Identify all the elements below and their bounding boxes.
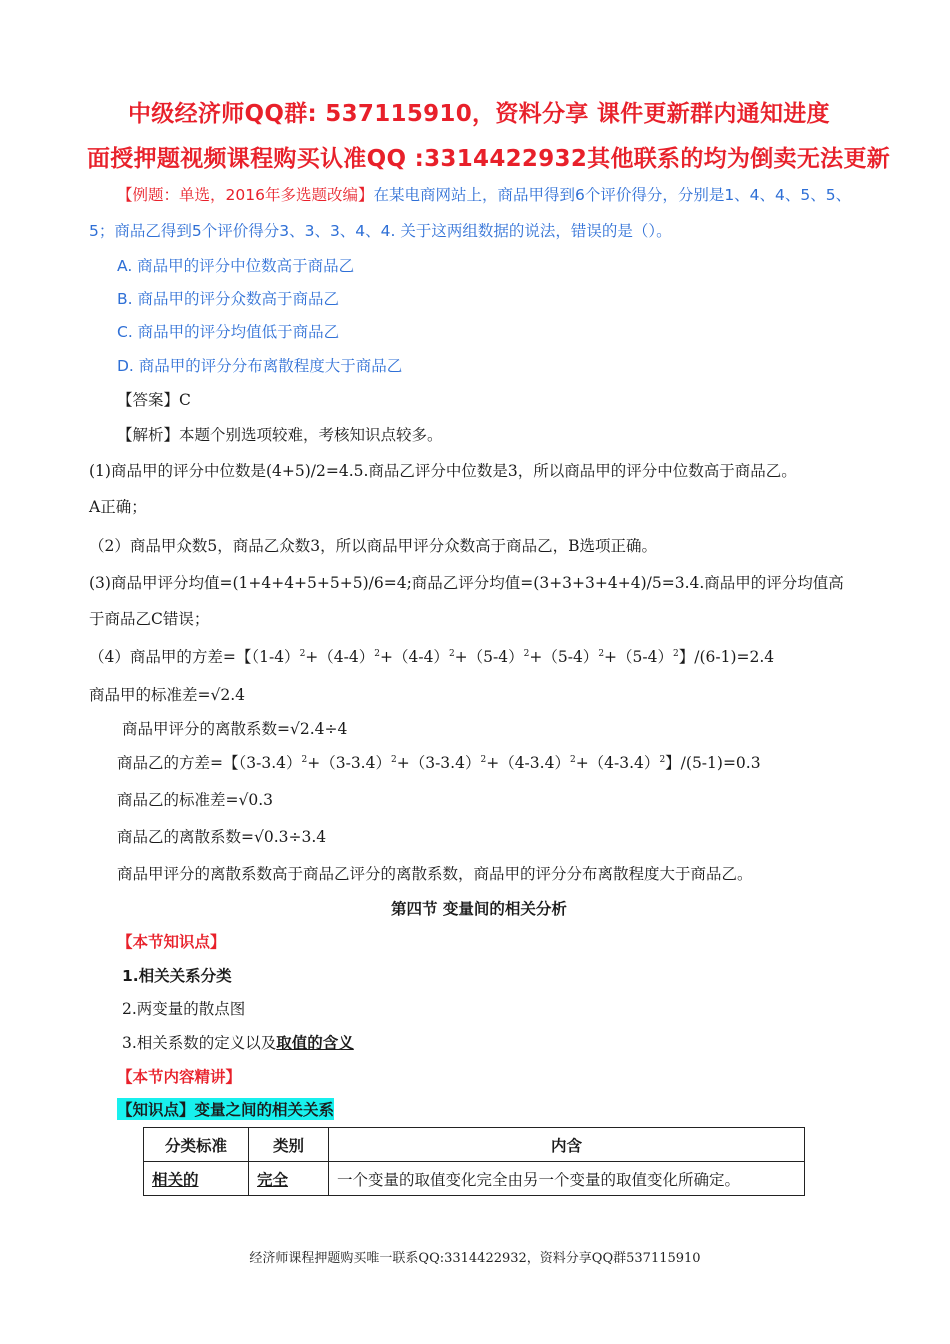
banner-line-2: 面授押题视频课程购买认准QQ :3314422932其他联系的均为倒卖无法更新 xyxy=(87,146,891,172)
variance-b xyxy=(117,751,761,773)
knowledge-item-2: 2.两变量的散点图 xyxy=(122,1000,246,1018)
formula-part: 】/(5-1)=0.3 xyxy=(665,754,761,772)
table-cell xyxy=(249,1162,329,1196)
analysis-p3-line1: (3)商品甲评分均值=(1+4+4+5+5+5)/6=4;商品乙评分均值=(3+3+3+4+4)/5=3.4.商品甲的评分均值高 xyxy=(89,574,844,592)
formula-part: 】/(6-1)=2.4 xyxy=(678,648,775,666)
knowledge-item-3-prefix: 3.相关系数的定义以及 xyxy=(122,1034,277,1052)
cv-a: 商品甲评分的离散系数=√2.4÷4 xyxy=(122,720,348,738)
superscript: 2 xyxy=(659,755,666,765)
table-cell-text: 相关的 xyxy=(152,1170,199,1189)
std-dev-a: 商品甲的标准差=√2.4 xyxy=(89,686,246,704)
analysis-p3-line2: 于商品乙C错误； xyxy=(89,610,210,628)
superscript: 2 xyxy=(390,755,397,765)
correlation-table xyxy=(143,1127,805,1196)
superscript: 2 xyxy=(448,649,455,659)
conclusion: 商品甲评分的离散系数高于商品乙评分的离散系数，商品甲的评分分布离散程度大于商品乙。 xyxy=(117,865,753,883)
table-cell-text: 完全 xyxy=(257,1170,289,1189)
analysis-intro: 【解析】本题个别选项较难，考核知识点较多。 xyxy=(117,426,443,444)
banner-line-1: 中级经济师QQ群: 537115910，资料分享 课件更新群内通知进度 xyxy=(128,101,830,127)
formula-part: +（5-4） xyxy=(454,648,524,666)
formula-part: +（3-3.4） xyxy=(307,754,391,772)
table-cell xyxy=(144,1162,249,1196)
section-title: 第四节 变量间的相关分析 xyxy=(391,900,567,918)
knowledge-point-heading: 【知识点】变量之间的相关关系 xyxy=(117,1098,334,1120)
superscript: 2 xyxy=(299,649,306,659)
formula-part: +（3-3.4） xyxy=(396,754,481,772)
superscript: 2 xyxy=(480,755,487,765)
analysis-p1-line1: (1)商品甲的评分中位数是(4+5)/2=4.5.商品乙评分中位数是3，所以商品甲的评分中位数高于商品乙。 xyxy=(89,462,797,480)
page-footer: 经济师课程押题购买唯一联系QQ:3314422932，资料分享QQ群537115910 xyxy=(249,1251,701,1266)
formula-part: +（5-4） xyxy=(604,648,673,666)
table-cell: 一个变量的取值变化完全由另一个变量的取值变化所确定。 xyxy=(329,1162,805,1196)
variance-a xyxy=(89,645,774,667)
superscript: 2 xyxy=(523,649,530,659)
formula-part: 商品乙的方差=【（3-3.4） xyxy=(117,754,302,772)
table-header-cell: 分类标准 xyxy=(144,1128,249,1162)
knowledge-item-3-underlined: 取值的含义 xyxy=(276,1034,354,1052)
superscript: 2 xyxy=(301,755,308,765)
option-a: A. 商品甲的评分中位数高于商品乙 xyxy=(117,257,355,275)
answer: 【答案】C xyxy=(117,391,191,409)
table-header-cell: 内含 xyxy=(329,1128,805,1162)
question-line-1 xyxy=(117,183,851,205)
knowledge-item-1: 1.相关关系分类 xyxy=(122,967,232,985)
analysis-p2: （2）商品甲众数5，商品乙众数3，所以商品甲评分众数高于商品乙，B选项正确。 xyxy=(89,537,657,555)
superscript: 2 xyxy=(673,649,679,659)
option-c: C. 商品甲的评分均值低于商品乙 xyxy=(117,323,340,341)
knowledge-item-3 xyxy=(122,1031,354,1053)
cv-b: 商品乙的离散系数=√0.3÷3.4 xyxy=(117,828,327,846)
formula-part: （4）商品甲的方差=【（1-4） xyxy=(89,648,300,666)
table-header-cell: 类别 xyxy=(249,1128,329,1162)
formula-part: +（4-3.4） xyxy=(486,754,570,772)
option-b: B. 商品甲的评分众数高于商品乙 xyxy=(117,290,339,308)
option-d: D. 商品甲的评分分布离散程度大于商品乙 xyxy=(117,357,403,375)
knowledge-points-heading: 【本节知识点】 xyxy=(117,933,226,951)
formula-part: +（5-4） xyxy=(529,648,599,666)
superscript: 2 xyxy=(569,755,576,765)
question-tag: 【例题：单选，2016年多选题改编】 xyxy=(117,186,374,204)
superscript: 2 xyxy=(374,649,380,659)
superscript: 2 xyxy=(598,649,605,659)
formula-part: +（4-4） xyxy=(305,648,375,666)
question-text-1: 在某电商网站上，商品甲得到6个评价得分，分别是1、4、4、5、5、 xyxy=(373,186,852,204)
content-heading: 【本节内容精讲】 xyxy=(117,1068,242,1086)
table-header-row xyxy=(144,1128,805,1162)
analysis-p1-line2: A正确； xyxy=(89,498,147,516)
std-dev-b: 商品乙的标准差=√0.3 xyxy=(117,791,274,809)
table-row xyxy=(144,1162,805,1196)
formula-part: +（4-3.4） xyxy=(575,754,660,772)
question-line-2: 5；商品乙得到5个评价得分3、3、3、4、4. 关于这两组数据的说法，错误的是（）。 xyxy=(89,222,672,240)
formula-part: +（4-4） xyxy=(379,648,449,666)
